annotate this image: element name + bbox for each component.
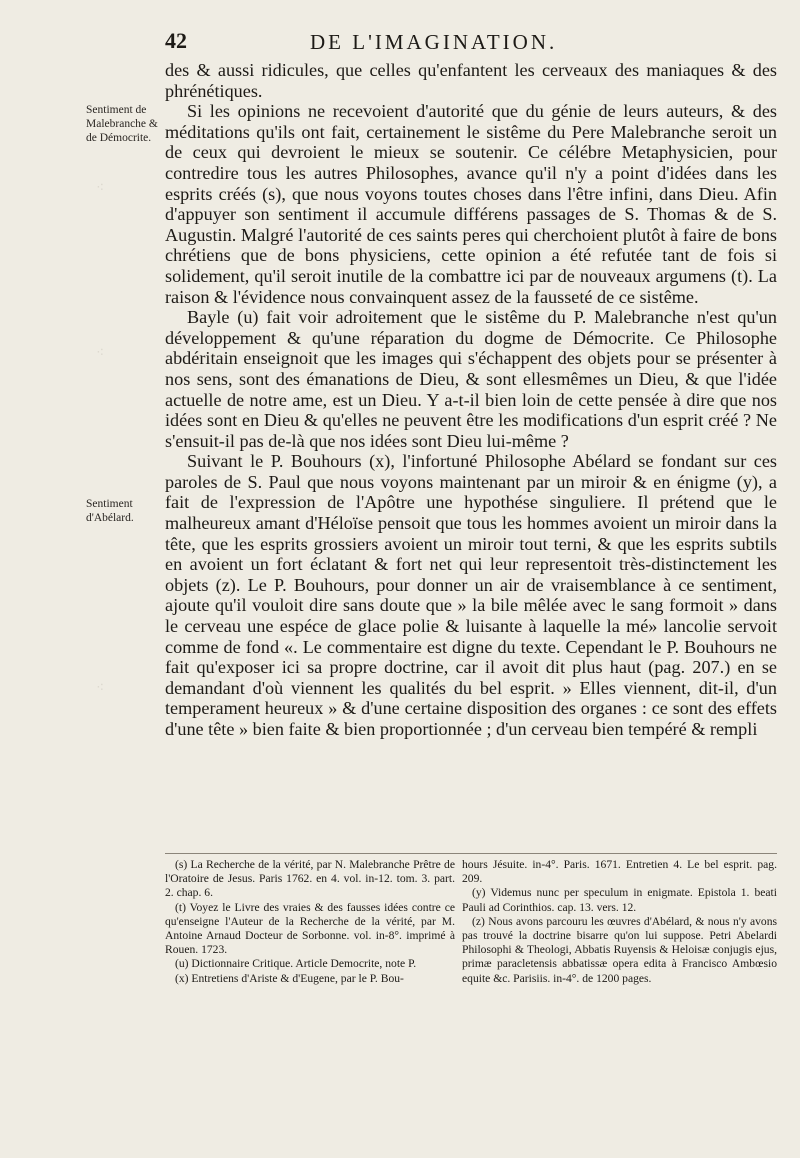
page-number: 42	[165, 28, 187, 53]
footnote: (z) Nous avons parcouru les œuvres d'Abélard, & nous n'y avons pas trouvé la doctrine bisarre qu'on lui suppose. Petri Abelardi Philosophi & Theologi, Abbatis Ruyensis & Heloisæ conjugis ejus, primæ paracletensis abbatissæ opera edita à Francisco Ambœsio equite &c. Parisiis. in-4°. de 1200 pages.	[462, 914, 777, 985]
footnote: (y) Videmus nunc per speculum in enigmate. Epistola 1. beati Pauli ad Corinthios. cap. 13. vers. 12.	[462, 886, 777, 914]
footnote: (s) La Recherche de la vérité, par N. Malebranche Prêtre de l'Oratoire de Jesus. Paris 1762. en 4. vol. in-12. tom. 3. part. 2. chap. 6.	[165, 858, 455, 900]
footnote: hours Jésuite. in-4°. Paris. 1671. Entretien 4. Le bel esprit. pag. 209.	[462, 858, 777, 886]
show-through-mark: ⁖	[96, 681, 105, 696]
footnote: (u) Dictionnaire Critique. Article Democrite, note P.	[175, 957, 417, 971]
footnote: (t) Voyez le Livre des vraies & des fausses idées contre ce qu'enseigne l'Auteur de la Recherche de la vérité, par M. Antoine Arnaud Docteur de Sorbonne. vol. in-8°. imprimé à Rouen. 1723.	[165, 900, 455, 957]
show-through-mark: ⁖	[96, 181, 105, 196]
margin-note-malebranche: Sentiment de Malebranche & de Démocrite.	[86, 104, 158, 144]
paragraph: Suivant le P. Bouhours (x), l'infortuné Philosophe Abélard se fondant sur ces paroles de S. Paul que nous voyons maintenant par un miroir & en énigme (y), a fait de l'expression de l'Apôtre une hypothése singuliere. Il prétend que le malheureux amant d'Héloïse pensoit que tous les hommes avoient un miroir dans la tête, que les esprits grossiers avoient un miroir tout terni, & que les esprits subtils en avoient un fort éclatant & fort net qui leur representoit très-distinctement les objets (z). Le P. Bouhours, pour donner un air de vraisemblance à ce sentiment, ajoute qu'il vouloit dire sans doute que » la bile mêlée avec le sang formoit » dans le cerveau une espéce de glace polie & luisante à laquelle la mé» lancolie servoit comme de fond «. Le commentaire est digne du texte. Cependant le P. Bouhours ne fait qu'exposer ici sa propre doctrine, car il avoit dit plus haut (pag. 207.) en se demandant d'où viennent les qualités du bel esprit. » Elles viennent, dit-il, d'un temperament heureux » & d'une certaine disposition des organes : ce sont des effets d'une tête » bien faite & bien proportionnée ; d'un cerveau bien tempéré & rempli	[165, 451, 777, 739]
show-through-mark: ⁖	[96, 346, 105, 361]
footnotes-right-column	[462, 858, 777, 986]
paragraph: Bayle (u) fait voir adroitement que le sistême du P. Malebranche n'est qu'un développement & qu'une réparation du dogme de Démocrite. Ce Philosophe abdéritain enseignoit que les images qui s'échappent des objets pour se présenter à nos sens, sont des émanations de Dieu, & sont ellesmêmes un Dieu, & que l'idée actuelle de notre ame, est un Dieu. Y a-t-il bien loin de cette pensée à dire que nos idées sont en Dieu & qu'elles ne peuvent être les modifications d'un esprit créé ? Ne s'ensuit-il pas de-là que nos idées sont Dieu lui-même ?	[165, 307, 777, 451]
body-text	[165, 60, 777, 740]
footnote-separator	[165, 853, 777, 854]
footnotes-left-column	[165, 858, 455, 986]
page-header	[165, 28, 645, 56]
paragraph: Si les opinions ne recevoient d'autorité que du génie de leurs auteurs, & des méditations qu'ils ont fait, certainement le sistême du Pere Malebranche seroit un de ceux qui devroient le mieux se soutenir. Ce célébre Metaphysicien, pour contredire tous les autres Philosophes, avance qu'il n'y a point d'idées dans les esprits créés (s), que nous voyons toutes choses dans l'être infini, dans Dieu. Afin d'appuyer son sentiment il accumule différens passages de S. Thomas & de S. Augustin. Malgré l'autorité de ces saints peres qui cherchoient plutôt à faire de bons chrétiens que de bons physiciens, cette opinion a été refutée tant de fois si solidement, qu'il seroit inutile de la combattre ici par de nouveaux argumens (t). La raison & l'évidence nous convainquent assez de la fausseté de ce sistême.	[165, 101, 777, 307]
margin-note-abelard: Sentiment d'Abélard.	[86, 498, 134, 524]
footnote: (x) Entretiens d'Ariste & d'Eugene, par le P. Bou-	[175, 971, 404, 985]
running-title: DE L'IMAGINATION.	[310, 30, 558, 54]
paragraph: des & aussi ridicules, que celles qu'enfantent les cerveaux des maniaques & des phrénétiques.	[165, 60, 777, 101]
